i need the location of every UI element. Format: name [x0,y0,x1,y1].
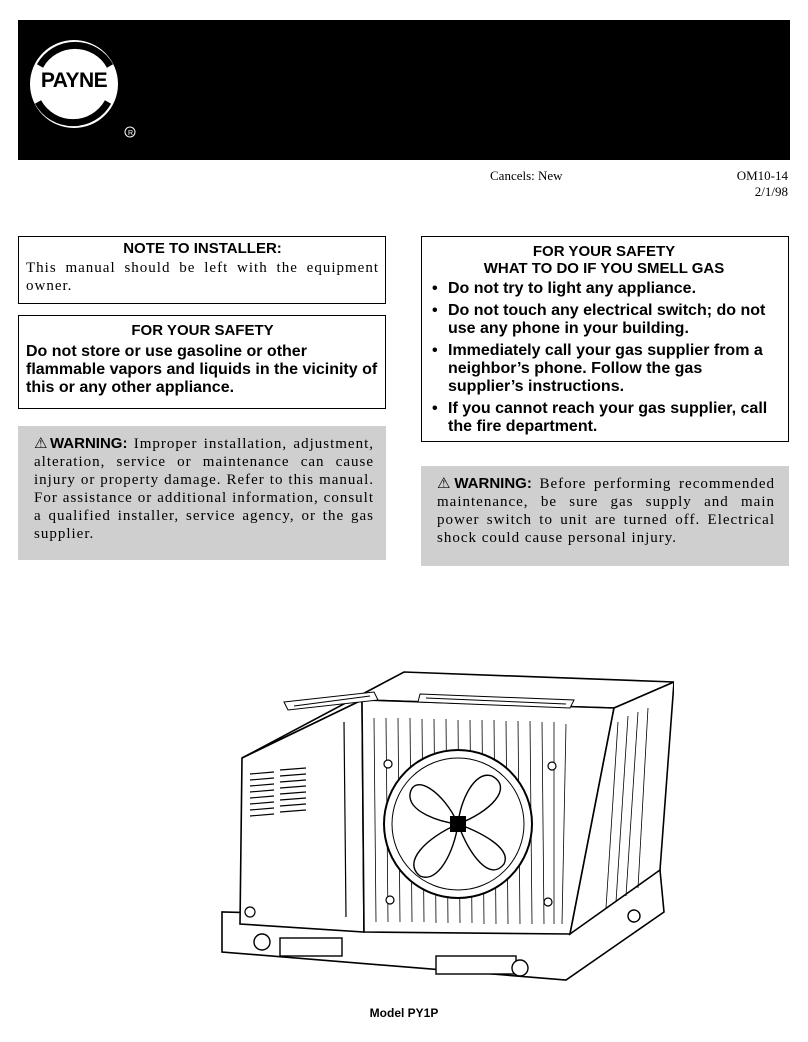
warning-triangle-icon: ⚠ [437,474,455,492]
list-item: • Do not touch any electrical switch; do not use any phone in your building. [426,302,782,338]
warning-label: WARNING: [49,435,128,452]
document-number: OM10-14 [736,168,788,183]
safety-gas-heading-2: WHAT TO DO IF YOU SMELL GAS [483,260,725,277]
document-date: 2/1/98 [754,184,788,199]
safety-gas-list [426,280,782,436]
cancels-note: Cancels: New [490,168,563,183]
svg-text:R: R [128,130,134,137]
subtitle-line-1: SINGLE PACKAGE GAS HEATING/ [203,87,524,109]
warning-maintenance-box [421,466,789,566]
unit-illustration [214,662,674,1012]
warning-installation-body: Improper installation, adjustment, alteration, service or maintenance can cause injury or property damage. Refer to this manual. For assistance or additional information, consult a qualified installer, service agency, or the gas supplier. [34,436,374,542]
safety-gas-heading-1: FOR YOUR SAFETY [532,243,676,260]
figure-caption: Model PY1P [369,1006,439,1020]
model-number: PY1P [736,62,790,85]
safety-storage-box [18,315,386,409]
warning-installation-box [18,426,386,560]
warning-triangle-icon: ⚠ [34,434,50,452]
warning-label: WARNING: [454,475,532,492]
note-to-installer-box [18,236,386,304]
list-item: • If you cannot reach your gas supplier, call the fire department. [426,400,782,436]
list-item: • Immediately call your gas supplier from a neighbor’s phone. Follow the gas supplier’s instructions. [426,342,782,396]
document-number-block [737,168,788,200]
document-subtitle [203,87,523,131]
sizes-label: Sizes 018-060 [696,86,788,102]
safety-gas-box [421,236,789,442]
document-title: user’s information manual [203,33,556,64]
safety-storage-body: Do not store or use gasoline or other flammable vapors and liquids in the vicinity of this or any other appliance. [26,343,378,396]
list-item: • Do not try to light any appliance. [426,280,782,298]
note-to-installer-heading: NOTE TO INSTALLER: [123,240,282,257]
subtitle-line-2: ELECTRIC COOLING UNITS [203,109,466,131]
safety-storage-heading: FOR YOUR SAFETY [131,322,274,339]
warning-maintenance-body: Before performing recommended maintenance, be sure gas supply and main power switch to unit are turned off. Electrical shock could cause personal injury. [437,476,776,546]
note-to-installer-body: This manual should be left with the equipment owner. [26,260,379,294]
logo-text: PAYNE [40,69,108,92]
payne-logo [18,36,138,140]
